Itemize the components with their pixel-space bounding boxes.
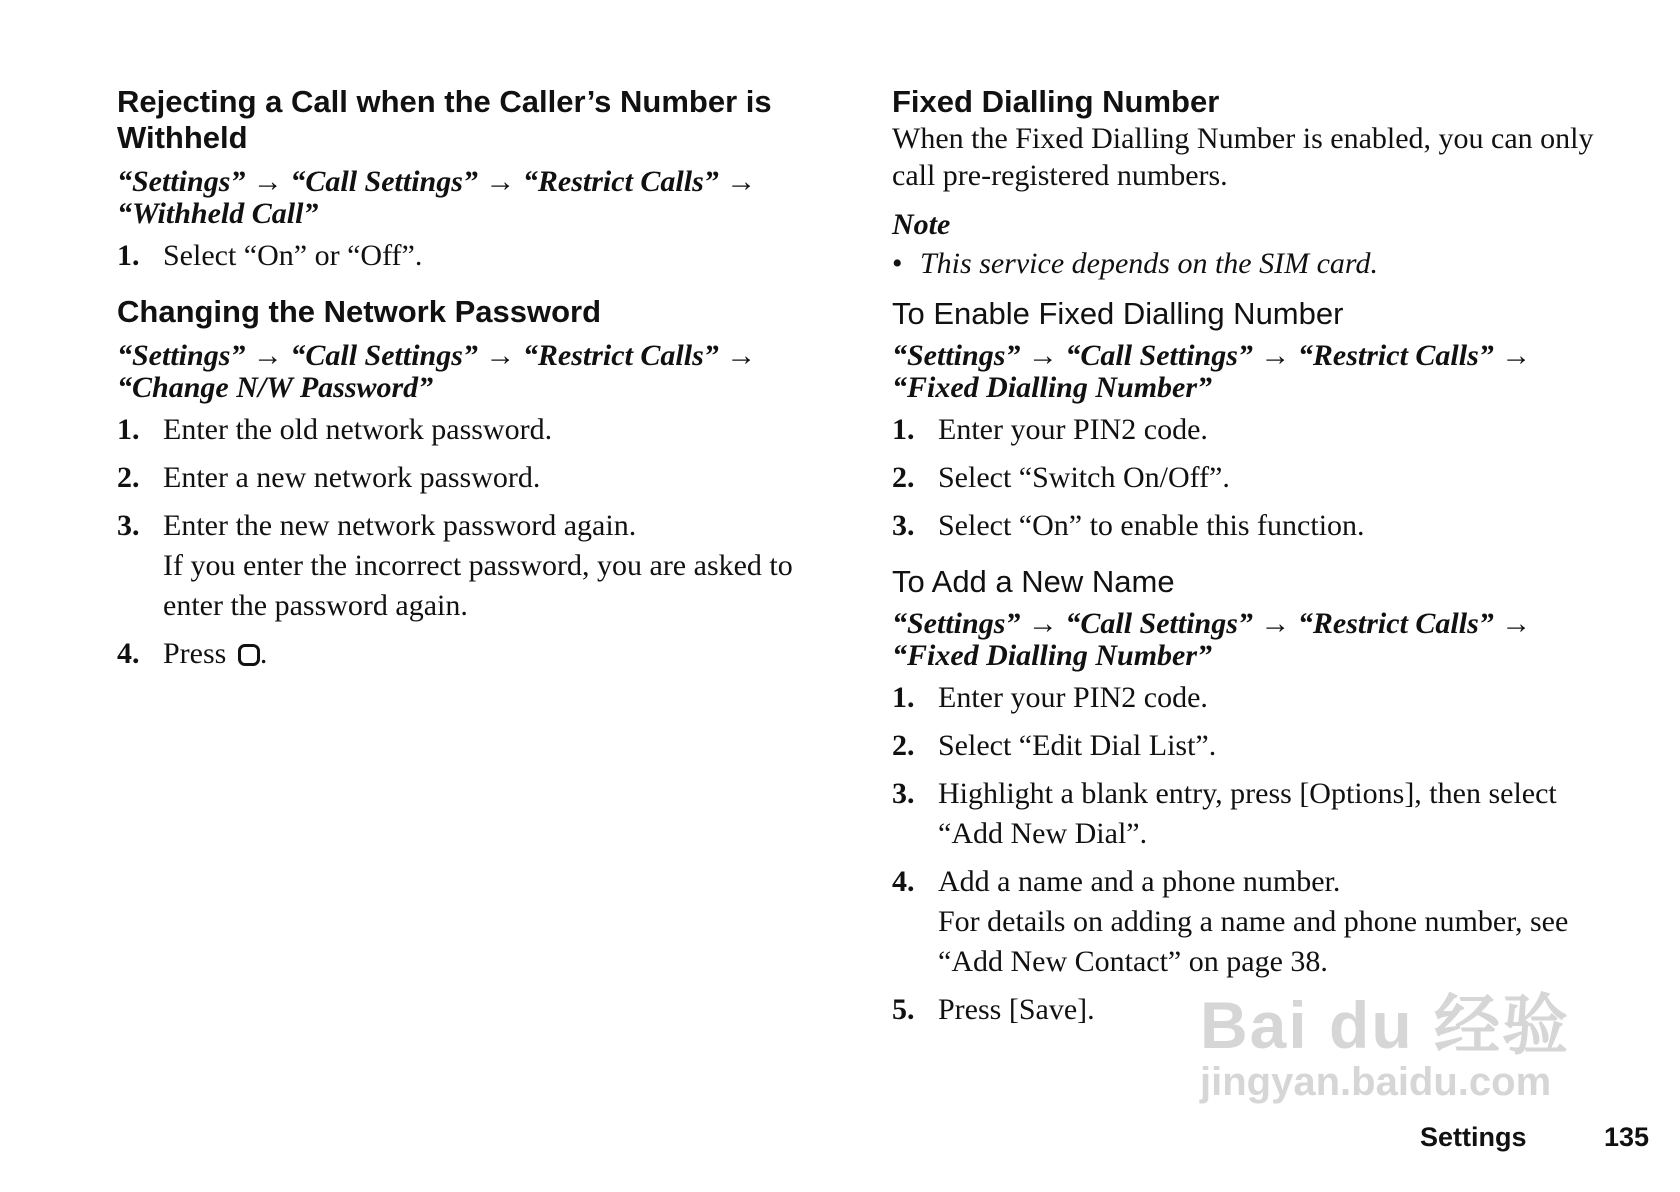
step-extra-text: If you enter the incorrect password, you are asked to enter the password again. — [163, 549, 793, 622]
step-number: 1. — [892, 413, 915, 446]
step — [892, 726, 1604, 766]
step-extra-text: For details on adding a name and phone number, see “Add New Contact” on page 38. — [938, 905, 1569, 978]
steps-list — [117, 236, 829, 276]
note-item — [892, 246, 1604, 282]
step-number: 1. — [117, 239, 140, 272]
steps-list — [117, 410, 829, 674]
step-text: Highlight a blank entry, press [Options], then select “Add New Dial”. — [938, 777, 1557, 850]
watermark — [1200, 990, 1600, 1130]
steps-list — [892, 678, 1604, 1030]
step-number: 2. — [892, 729, 915, 762]
step-text: Enter your PIN2 code. — [938, 681, 1208, 714]
step-number: 4. — [892, 865, 915, 898]
step — [117, 410, 829, 450]
step-text: Press [Save]. — [938, 993, 1095, 1026]
step — [117, 236, 829, 276]
menu-path: “Settings” → “Call Settings” → “Restrict Calls” → “Fixed Dialling Number” — [892, 339, 1532, 404]
step-text: Select “On” to enable this function. — [938, 509, 1365, 542]
step — [117, 634, 829, 674]
note-title: Note — [892, 208, 951, 241]
watermark-sub: jingyan.baidu.com — [1200, 1060, 1552, 1104]
section-rejecting-withheld — [117, 84, 829, 276]
step-text: Select “Edit Dial List”. — [938, 729, 1217, 762]
step-number: 1. — [892, 681, 915, 714]
right-column — [892, 84, 1604, 1048]
note-text: This service depends on the SIM card. — [920, 247, 1378, 280]
step — [892, 410, 1604, 450]
watermark-main: Bai du 经验 — [1200, 988, 1571, 1062]
step — [117, 458, 829, 498]
step — [892, 506, 1604, 546]
menu-path: “Settings” → “Call Settings” → “Restrict Calls” → “Change N/W Password” — [117, 339, 757, 404]
end-key-icon — [238, 644, 260, 666]
step-text: Press — [163, 637, 227, 670]
section-title: To Enable Fixed Dialling Number — [892, 296, 1344, 331]
left-column — [117, 84, 829, 692]
step-text: Enter your PIN2 code. — [938, 413, 1208, 446]
section-change-password — [117, 294, 829, 674]
step — [892, 862, 1604, 982]
step-text: Enter a new network password. — [163, 461, 541, 494]
step-number: 5. — [892, 993, 915, 1026]
step — [892, 678, 1604, 718]
step-number: 3. — [892, 777, 915, 810]
section-title: Fixed Dialling Number — [892, 84, 1220, 119]
step-text: Select “On” or “Off”. — [163, 239, 423, 272]
body-text: When the Fixed Dialling Number is enabled, you can only call pre-registered numbers. — [892, 122, 1594, 192]
section-title: Rejecting a Call when the Caller’s Number is Withheld — [117, 84, 772, 155]
step-number: 2. — [892, 461, 915, 494]
section-enable-fdn — [892, 296, 1604, 546]
step-text: Enter the new network password again. — [163, 509, 637, 542]
step-number: 3. — [892, 509, 915, 542]
step-text: Enter the old network password. — [163, 413, 553, 446]
step — [117, 506, 829, 626]
step-number: 3. — [117, 509, 140, 542]
section-fixed-dialling — [892, 84, 1604, 282]
bullet: • — [892, 247, 903, 280]
step-text: Select “Switch On/Off”. — [938, 461, 1230, 494]
footer-section-name: Settings — [1420, 1122, 1527, 1152]
step — [892, 458, 1604, 498]
step-number: 2. — [117, 461, 140, 494]
step-number: 4. — [117, 637, 140, 670]
step-text: Add a name and a phone number. — [938, 865, 1341, 898]
step-suffix: . — [259, 637, 268, 670]
page-number: 135 — [1604, 1122, 1650, 1152]
section-title: Changing the Network Password — [117, 294, 602, 329]
step — [892, 774, 1604, 854]
menu-path: “Settings” → “Call Settings” → “Restrict Calls” → “Withheld Call” — [117, 165, 757, 230]
step-number: 1. — [117, 413, 140, 446]
section-title: To Add a New Name — [892, 564, 1175, 599]
steps-list — [892, 410, 1604, 546]
section-add-new-name — [892, 564, 1604, 1030]
menu-path: “Settings” → “Call Settings” → “Restrict Calls” → “Fixed Dialling Number” — [892, 607, 1532, 672]
